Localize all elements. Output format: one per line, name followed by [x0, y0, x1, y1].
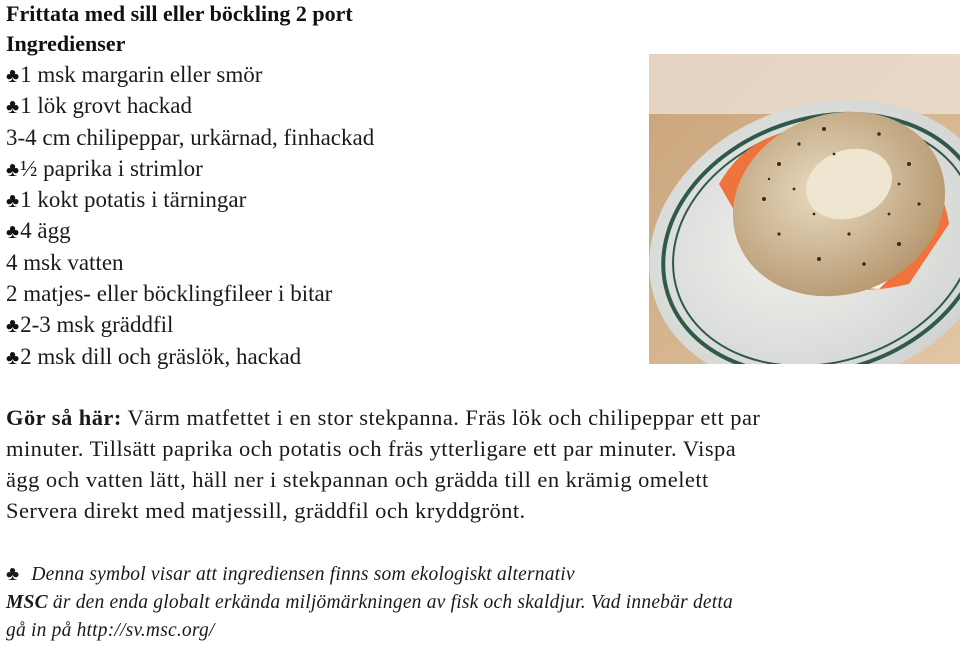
club-icon: ♣ — [6, 158, 20, 181]
ingredient-item — [6, 249, 374, 280]
ingredient-text: 3-4 cm chilipeppar, urkärnad, finhackad — [6, 124, 375, 150]
ingredients-heading: Ingredienser — [6, 31, 126, 56]
recipe-title: Frittata med sill eller böckling 2 port — [6, 1, 353, 26]
msc-note — [6, 589, 926, 617]
ingredient-item — [6, 61, 374, 92]
club-icon: ♣ — [6, 221, 20, 244]
instructions-line-1: Värm matfettet i en stor stekpanna. Fräs lök och chilipeppar ett par — [127, 405, 761, 430]
ingredient-list — [6, 61, 374, 374]
ingredient-item — [6, 155, 374, 186]
ingredient-item — [6, 311, 374, 342]
ingredient-item — [6, 217, 374, 248]
ingredient-item — [6, 124, 374, 155]
club-icon: ♣ — [6, 563, 20, 585]
ingredient-text: 1 kokt potatis i tärningar — [20, 187, 247, 213]
ingredient-text: ½ paprika i strimlor — [20, 155, 203, 181]
eco-note — [6, 560, 926, 589]
ingredient-item — [6, 186, 374, 217]
instructions-line-2: minuter. Tillsätt paprika och potatis och fräs ytterligare ett par minuter. Vispa — [6, 436, 737, 461]
club-icon: ♣ — [6, 190, 20, 213]
ingredient-item — [6, 343, 374, 374]
ingredient-text: 1 lök grovt hackad — [20, 93, 192, 119]
eco-note-text: Denna symbol visar att ingrediensen finns som ekologiskt alternativ — [31, 564, 575, 585]
ingredient-item — [6, 280, 374, 311]
ingredient-text: 2-3 msk gräddfil — [20, 312, 174, 338]
ingredient-text: 2 matjes- eller böcklingfileer i bitar — [6, 281, 333, 307]
club-icon: ♣ — [6, 65, 20, 87]
club-icon: ♣ — [6, 346, 20, 369]
club-icon: ♣ — [6, 96, 20, 119]
ingredient-text: 4 msk vatten — [6, 249, 124, 275]
instructions-line-4: Servera direkt med matjessill, gräddfil och kryddgrönt. — [6, 498, 526, 523]
msc-label: MSC — [6, 592, 48, 613]
ingredient-text: 2 msk dill och gräslök, hackad — [20, 343, 302, 369]
ingredient-text: 4 ägg — [20, 218, 71, 244]
msc-note-line-1: är den enda globalt erkända miljömärkningen av fisk och skaldjur. Vad innebär detta — [52, 592, 733, 613]
instructions — [6, 402, 906, 526]
instructions-label: Gör så här: — [6, 405, 122, 430]
ingredient-item — [6, 92, 374, 123]
footnotes — [6, 560, 926, 645]
msc-note-line-2: gå in på http://sv.msc.org/ — [6, 620, 215, 641]
ingredient-text: 1 msk margarin eller smör — [20, 62, 263, 87]
bagel-photo — [649, 54, 960, 364]
club-icon: ♣ — [6, 315, 20, 338]
instructions-line-3: ägg och vatten lätt, häll ner i stekpannan och grädda till en krämig omelett — [6, 467, 709, 492]
